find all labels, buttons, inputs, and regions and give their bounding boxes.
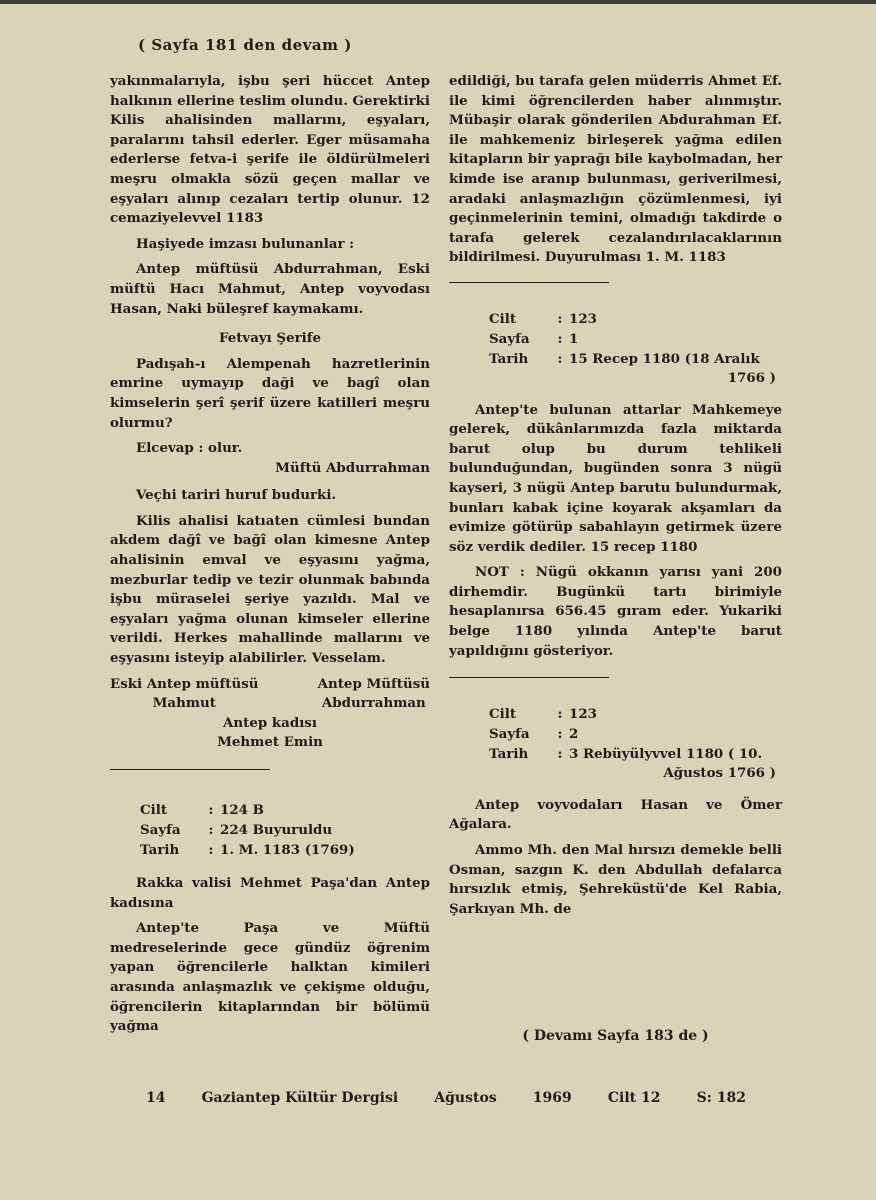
issue-month: Ağustos (434, 1090, 497, 1106)
signature-name: Mahmut (152, 695, 216, 712)
page-footer (146, 1090, 746, 1106)
meta-key: Tarih (489, 350, 529, 367)
meta-value: 224 Buyuruldu (220, 822, 333, 838)
paragraph: Rakka valisi Mehmet Paşa'dan Antep kadısına (110, 875, 430, 911)
paragraph: Kilis ahalisi katıaten cümlesi bundan akdem dağî ve bağî olan kimesne Antep ahalisinin emval ve eşyasını yağma, mezburlar tedip ve tezir olunmak babında işbu müraselei şeriye yazıldı. Mal ve eşyaları yağma olunan kimseler ellerine verildi. Herkes mahallinde mallarını ve eşyasını isteyip alabilirler. Vesselam. (110, 512, 430, 667)
page-header: ( Sayfa 181 den devam ) (138, 36, 352, 54)
paragraph: yakınmalarıyla, işbu şeri hüccet Antep halkının ellerine teslim olundu. Gerektirki Kilis ahalisinden mallarını, eşyaları, paralarını tahsil ederler. Eger müsamaha ederlerse fetva-i şerife ile öldürülmeleri meşru olmakla sözü geçen mallar ve eşyaları alınıp cezaları tertip olunur. 12 cemaziyelevvel 1183 (110, 73, 431, 227)
signature-block (318, 675, 430, 714)
issue-number: S: 182 (696, 1090, 746, 1106)
meta-key: Tarih (489, 746, 529, 763)
left-column (110, 72, 430, 1043)
top-edge (0, 0, 876, 4)
meta-key: Sayfa (489, 330, 530, 347)
journal-name: Gaziantep Kültür Dergisi (201, 1090, 399, 1106)
signatures (110, 675, 430, 714)
signature-name: Mehmet Emin (217, 734, 323, 751)
right-column (449, 72, 782, 925)
page-number: 14 (146, 1090, 166, 1106)
meta-value: 1 (569, 330, 579, 347)
signature-title: Eski Antep müftüsü (110, 675, 259, 692)
meta-value: Ağustos 1766 ) (663, 765, 776, 782)
issue-year: 1969 (532, 1090, 572, 1106)
signature-block (110, 714, 430, 753)
meta-key: Cilt (489, 310, 517, 327)
paragraph: Haşiyede imzası bulunanlar : (136, 235, 355, 252)
meta-value: 123 (569, 706, 597, 723)
divider (449, 677, 609, 678)
record-metadata: Cilt : 123 Sayfa : 1 Tarih : 15 Recep 1180 (18 Aralık 1766 ) (449, 309, 782, 389)
paragraph: Antep'te Paşa ve Müftü medreselerinde gece gündüz öğrenim yapan öğrencilerle halktan kimileri arasında anlaşmazlık ve çekişme olduğu, öğrencilerin kitaplarından bir bölümü yağma (110, 920, 430, 1035)
signature: Müftü Abdurrahman (275, 459, 430, 476)
signature-block (110, 675, 259, 714)
paragraph: Padışah-ı Alempenah hazretlerinin emrine uymayıp daği ve bagî olan kimselerin şerî şerif üzere katilleri meşru olurmu? (110, 355, 430, 431)
meta-key: Tarih (140, 842, 180, 858)
signature-name: Abdurrahman (321, 695, 426, 712)
signature-title: Antep Müftüsü (317, 675, 430, 692)
record-metadata: Cilt : 124 B Sayfa : 224 Buyuruldu Tarih : 1. M. 1183 (1769) (110, 800, 430, 860)
paragraph: Antep müftüsü Abdurrahman, Eski müftü Hacı Mahmut, Antep voyvodası Hasan, Naki büleşref kaymakamı. (110, 261, 430, 317)
signature-title: Antep kadısı (223, 714, 317, 731)
paragraph: Antep'te bulunan attarlar Mahkemeye gelerek, dükânlarımızda fazla miktarda barut olup bu durum tehlikeli bulunduğundan, bugünden sonra 3 nügü kayseri, 3 nügü Antep barutu bulundurmak, bunları kabak içine koyarak akşamları da evimize götürüp sabahlayın getirmek üzere söz verdik dediler. 15 recep 1180 (449, 401, 782, 555)
record-metadata: Cilt : 123 Sayfa : 2 Tarih : 3 Rebüyülyvvel 1180 ( 10. Ağustos 1766 ) (449, 704, 782, 784)
paragraph: Veçhi tariri huruf budurki. (136, 487, 337, 504)
meta-value: 1766 ) (727, 369, 776, 386)
meta-value: 3 Rebüyülyvvel 1180 ( 10. (569, 746, 763, 763)
meta-key: Sayfa (140, 822, 181, 838)
meta-key: Cilt (140, 802, 168, 818)
paragraph: Ammo Mh. den Mal hırsızı demekle belli Osman, sazgın K. den Abdullah defalarca hırsızlık etmiş, Şehreküstü'de Kel Rabia, Şarkıyan Mh. de (449, 842, 782, 917)
meta-key: Sayfa (489, 726, 530, 743)
meta-value: 1. M. 1183 (1769) (220, 842, 355, 858)
divider (110, 769, 270, 770)
meta-key: Cilt (489, 706, 517, 723)
continued-note: ( Devamı Sayfa 183 de ) (522, 1028, 709, 1044)
paragraph: edildiği, bu tarafa gelen müderris Ahmet Ef. ile kimi öğrencilerden haber alınmıştır. Mübaşir olarak gönderilen Abdurahman Ef. ile mahkemeniz birleşerek yağma edilen kitapların bir yaprağı bile kaybolmadan, her kimde ise aranıp bulunması, geriverilmesi, aradaki anlaşmazlığın çözümlenmesi, iyi geçinmelerinin temini, olmadığı takdirde o tarafa gelerek cezalandırılacaklarının bildirilmesi. Duyurulması 1. M. 1183 (449, 73, 782, 266)
meta-value: 2 (569, 726, 579, 743)
paragraph: NOT : Nügü okkanın yarısı yani 200 dirhemdir. Bugünkü tartı birimiyle hesaplanırsa 656.45 gıram eder. Yukariki belge 1180 yılında Antep'te barut yapıldığını gösteriyor. (449, 564, 782, 659)
meta-value: 124 B (220, 802, 264, 818)
meta-value: 123 (569, 310, 597, 327)
section-title: Fetvayı Şerife (218, 330, 322, 347)
paragraph: Elcevap : olur. (136, 440, 243, 457)
divider (449, 282, 609, 283)
paragraph: Antep voyvodaları Hasan ve Ömer Ağalara. (449, 796, 782, 833)
volume: Cilt 12 (607, 1090, 661, 1106)
meta-value: 15 Recep 1180 (18 Aralık (569, 350, 760, 367)
